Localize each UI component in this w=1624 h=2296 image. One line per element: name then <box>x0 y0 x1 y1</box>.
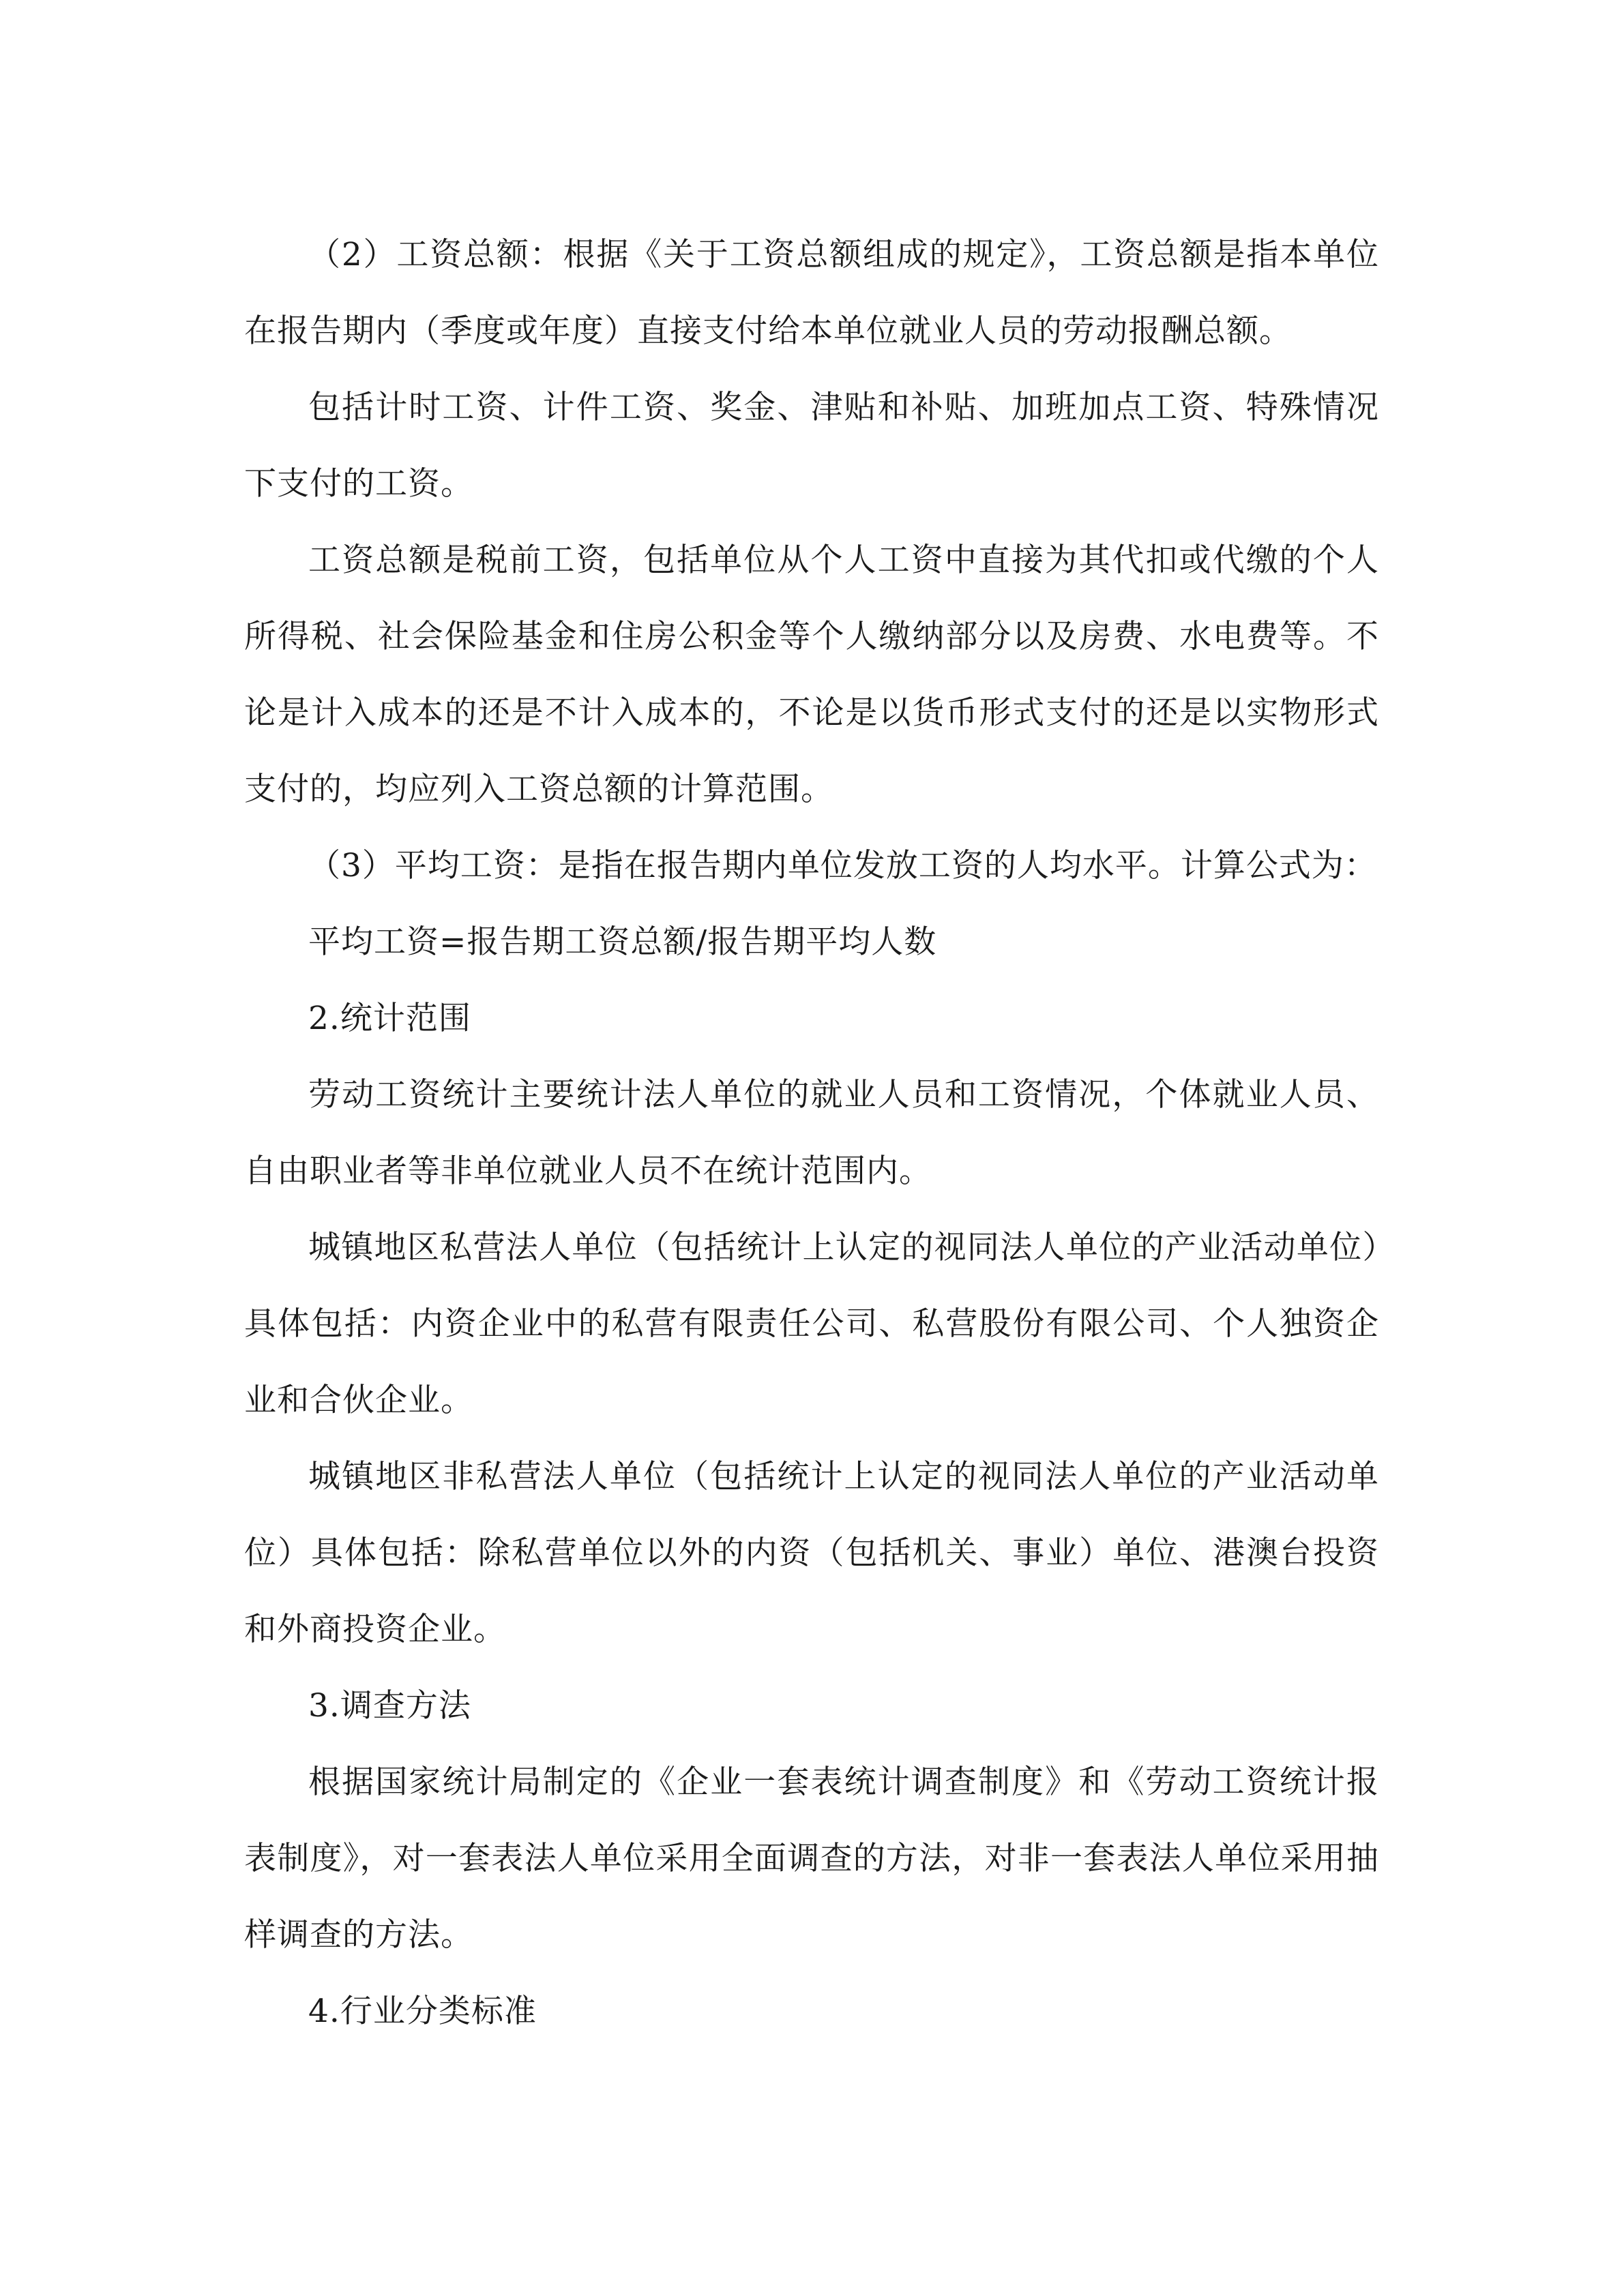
paragraph-survey-method: 根据国家统计局制定的《企业一套表统计调查制度》和《劳动工资统计报表制度》，对一套表法人单位采用全面调查的方法，对非一套表法人单位采用抽样调查的方法。 <box>244 1763 1379 1954</box>
heading-survey-method: 3.调查方法 <box>308 1687 471 1725</box>
heading-industry-classification: 4.行业分类标准 <box>308 1993 537 2030</box>
paragraph-average-wage-definition: （3）平均工资：是指在报告期内单位发放工资的人均水平。计算公式为： <box>308 847 1377 884</box>
paragraph-non-private-units: 城镇地区非私营法人单位（包括统计上认定的视同法人单位的产业活动单位）具体包括：除私营单位以外的内资（包括机关、事业）单位、港澳台投资和外商投资企业。 <box>244 1458 1379 1648</box>
paragraph-total-wages-components: 包括计时工资、计件工资、奖金、津贴和补贴、加班加点工资、特殊情况下支付的工资。 <box>244 389 1379 503</box>
paragraph-pre-tax-wages: 工资总额是税前工资，包括单位从个人工资中直接为其代扣或代缴的个人所得税、社会保险基金和住房公积金等个人缴纳部分以及房费、水电费等。不论是计入成本的还是不计入成本的，不论是以货币形式支付的还是以实物形式支付的，均应列入工资总额的计算范围。 <box>244 541 1379 808</box>
paragraph-total-wages-definition: （2）工资总额：根据《关于工资总额组成的规定》，工资总额是指本单位在报告期内（季度或年度）直接支付给本单位就业人员的劳动报酬总额。 <box>244 236 1379 350</box>
paragraph-average-wage-formula: 平均工资=报告期工资总额/报告期平均人数 <box>308 923 937 961</box>
heading-statistical-scope: 2.统计范围 <box>308 1000 471 1037</box>
document-body <box>244 217 1379 2050</box>
paragraph-scope-overview: 劳动工资统计主要统计法人单位的就业人员和工资情况，个体就业人员、自由职业者等非单位就业人员不在统计范围内。 <box>244 1076 1379 1190</box>
paragraph-private-units: 城镇地区私营法人单位（包括统计上认定的视同法人单位的产业活动单位）具体包括：内资企业中的私营有限责任公司、私营股份有限公司、个人独资企业和合伙企业。 <box>244 1229 1379 1419</box>
